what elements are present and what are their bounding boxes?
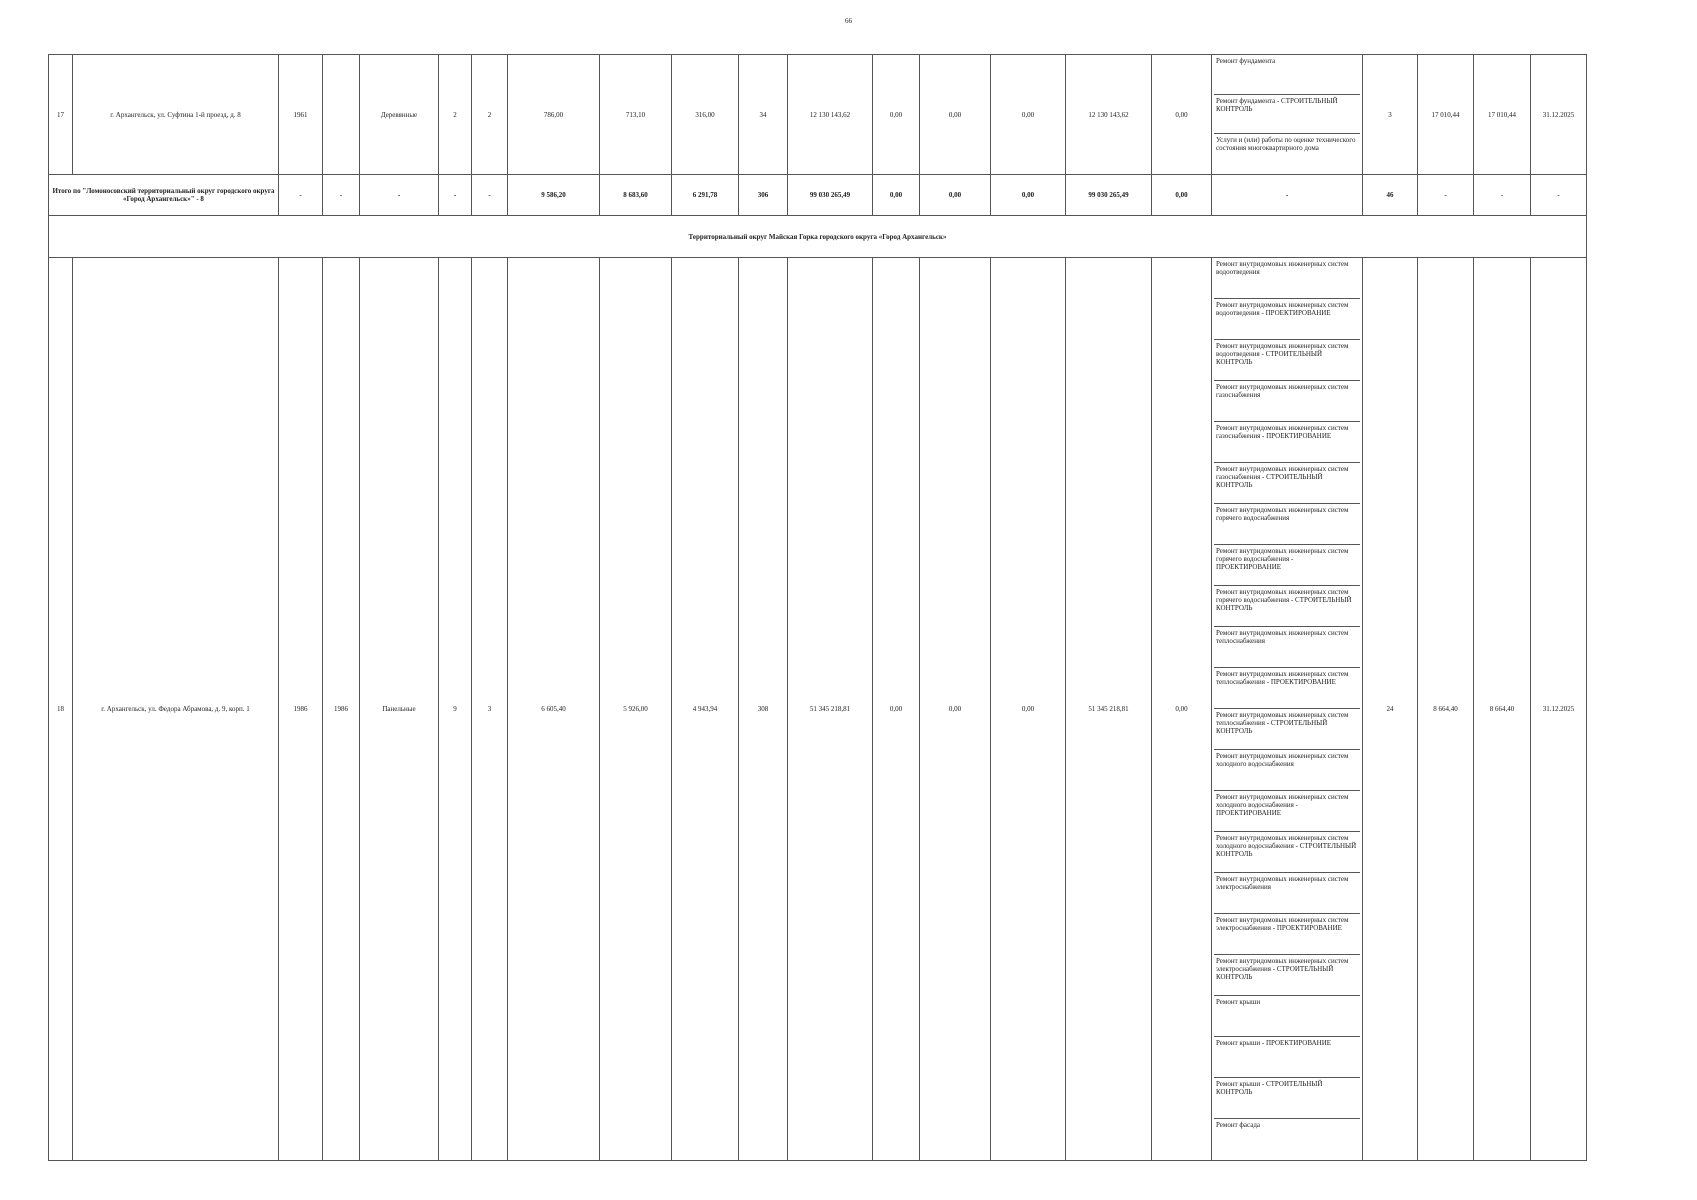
row-number: 17: [49, 55, 73, 175]
total-dash: -: [279, 175, 323, 216]
entrances-cell: 3: [472, 258, 508, 1161]
work-item: Ремонт внутридомовых инженерных систем электроснабжения: [1214, 873, 1360, 914]
fund-a-cell: 0,00: [873, 258, 920, 1161]
unit-cost-cell: 17 010,44: [1418, 55, 1474, 175]
address-cell: г. Архангельск, ул. Федора Абрамова, д. 9, корп. 1: [73, 258, 279, 1161]
work-item: Услуги и (или) работы по оценке технического состояния многоквартирного дома: [1216, 136, 1356, 153]
work-item: Ремонт внутридомовых инженерных систем горячего водоснабжения - ПРОЕКТИРОВАНИЕ: [1214, 545, 1360, 586]
fund-other-cell: 0,00: [1152, 258, 1212, 1161]
area-total-cell: 786,00: [508, 55, 600, 175]
entrances-cell: 2: [472, 55, 508, 175]
floors-cell: 2: [439, 55, 472, 175]
year-renovation-cell: [323, 55, 360, 175]
deadline-cell: 31.12.2025: [1531, 55, 1587, 175]
work-item: Ремонт внутридомовых инженерных систем водоотведения: [1214, 258, 1360, 299]
total-dash: -: [439, 175, 472, 216]
total-fund-b: 0,00: [920, 175, 991, 216]
area-premises-cell: 5 926,00: [600, 258, 672, 1161]
works-count-cell: 24: [1363, 258, 1418, 1161]
total-residents: 306: [739, 175, 788, 216]
residents-cell: 34: [739, 55, 788, 175]
deadline-cell: 31.12.2025: [1531, 258, 1587, 1161]
wall-material-cell: Панельные: [360, 258, 439, 1161]
work-item: Ремонт фундамента - СТРОИТЕЛЬНЫЙ КОНТРОЛЬ: [1214, 95, 1360, 135]
row-number: 18: [49, 258, 73, 1161]
work-item: Ремонт внутридомовых инженерных систем холодного водоснабжения - СТРОИТЕЛЬНЫЙ КОНТРОЛЬ: [1214, 832, 1360, 873]
residents-cell: 308: [739, 258, 788, 1161]
area-total-cell: 6 605,40: [508, 258, 600, 1161]
cost-total-cell: 51 345 218,81: [788, 258, 873, 1161]
work-item: Ремонт внутридомовых инженерных систем холодного водоснабжения - ПРОЕКТИРОВАНИЕ: [1214, 791, 1360, 832]
fund-other-cell: 0,00: [1152, 55, 1212, 175]
work-item: Ремонт внутридомовых инженерных систем водоотведения - ПРОЕКТИРОВАНИЕ: [1214, 299, 1360, 340]
total-row: [49, 175, 1587, 216]
total-fund-c: 0,00: [991, 175, 1066, 216]
floors-cell: 9: [439, 258, 472, 1161]
total-label: Итого по "Ломоносовский территориальный округ городского округа «Город Архангельск»" - 8: [49, 175, 279, 216]
area-living-cell: 4 943,94: [672, 258, 739, 1161]
work-item: Ремонт внутридомовых инженерных систем горячего водоснабжения - СТРОИТЕЛЬНЫЙ КОНТРОЛЬ: [1214, 586, 1360, 627]
work-item: Ремонт крыши - СТРОИТЕЛЬНЫЙ КОНТРОЛЬ: [1214, 1078, 1360, 1119]
work-item: Ремонт внутридомовых инженерных систем теплоснабжения - ПРОЕКТИРОВАНИЕ: [1214, 668, 1360, 709]
work-item: Ремонт крыши - ПРОЕКТИРОВАНИЕ: [1214, 1037, 1360, 1078]
page-number: 66: [845, 17, 852, 25]
work-item: Ремонт внутридомовых инженерных систем газоснабжения - СТРОИТЕЛЬНЫЙ КОНТРОЛЬ: [1214, 463, 1360, 504]
work-item: Ремонт крыши: [1214, 996, 1360, 1037]
section-title: Территориальный округ Майская Горка городского округа «Город Архангельск»: [49, 216, 1587, 258]
total-fund-owners: 99 030 265,49: [1066, 175, 1152, 216]
total-dash: -: [323, 175, 360, 216]
total-dash: -: [472, 175, 508, 216]
fund-c-cell: 0,00: [991, 55, 1066, 175]
capital-repair-table: [48, 54, 1587, 1161]
wall-material-cell: Деревянные: [360, 55, 439, 175]
work-item: Ремонт внутридомовых инженерных систем электроснабжения - ПРОЕКТИРОВАНИЕ: [1214, 914, 1360, 955]
work-item: Ремонт внутридомовых инженерных систем горячего водоснабжения: [1214, 504, 1360, 545]
total-fund-a: 0,00: [873, 175, 920, 216]
total-dash: -: [1212, 175, 1363, 216]
work-item: Ремонт внутридомовых инженерных систем теплоснабжения - СТРОИТЕЛЬНЫЙ КОНТРОЛЬ: [1214, 709, 1360, 750]
fund-b-cell: 0,00: [920, 55, 991, 175]
works-count-cell: 3: [1363, 55, 1418, 175]
unit-cost-cell: 8 664,40: [1418, 258, 1474, 1161]
address-cell: г. Архангельск, ул. Суфтина 1-й проезд, д. 8: [73, 55, 279, 175]
work-item: Ремонт внутридомовых инженерных систем водоотведения - СТРОИТЕЛЬНЫЙ КОНТРОЛЬ: [1214, 340, 1360, 381]
total-dash: -: [1474, 175, 1531, 216]
works-cell: [1212, 55, 1363, 175]
cost-total-cell: 12 130 143,62: [788, 55, 873, 175]
fund-c-cell: 0,00: [991, 258, 1066, 1161]
max-cost-cell: 8 664,40: [1474, 258, 1531, 1161]
work-item: Ремонт внутридомовых инженерных систем газоснабжения: [1214, 381, 1360, 422]
table-row: [49, 55, 1587, 175]
total-works-count: 46: [1363, 175, 1418, 216]
total-fund-other: 0,00: [1152, 175, 1212, 216]
total-area-premises: 8 683,60: [600, 175, 672, 216]
works-cell: [1212, 258, 1363, 1161]
year-renovation-cell: 1986: [323, 258, 360, 1161]
work-item: Ремонт фундамента: [1214, 55, 1360, 95]
work-item: Ремонт внутридомовых инженерных систем электроснабжения - СТРОИТЕЛЬНЫЙ КОНТРОЛЬ: [1214, 955, 1360, 996]
area-living-cell: 316,00: [672, 55, 739, 175]
max-cost-cell: 17 010,44: [1474, 55, 1531, 175]
total-area-total: 9 586,20: [508, 175, 600, 216]
total-dash: -: [360, 175, 439, 216]
area-premises-cell: 713,10: [600, 55, 672, 175]
year-built-cell: 1961: [279, 55, 323, 175]
total-dash: -: [1418, 175, 1474, 216]
work-item: Ремонт фасада: [1216, 1121, 1261, 1129]
fund-a-cell: 0,00: [873, 55, 920, 175]
table-row: [49, 258, 1587, 1161]
total-dash: -: [1531, 175, 1587, 216]
work-item: Ремонт внутридомовых инженерных систем холодного водоснабжения: [1214, 750, 1360, 791]
work-item: Ремонт внутридомовых инженерных систем теплоснабжения: [1214, 627, 1360, 668]
fund-b-cell: 0,00: [920, 258, 991, 1161]
fund-owners-cell: 12 130 143,62: [1066, 55, 1152, 175]
work-item: Ремонт внутридомовых инженерных систем газоснабжения - ПРОЕКТИРОВАНИЕ: [1214, 422, 1360, 463]
total-cost: 99 030 265,49: [788, 175, 873, 216]
section-row: [49, 216, 1587, 258]
year-built-cell: 1986: [279, 258, 323, 1161]
total-area-living: 6 291,78: [672, 175, 739, 216]
fund-owners-cell: 51 345 218,81: [1066, 258, 1152, 1161]
